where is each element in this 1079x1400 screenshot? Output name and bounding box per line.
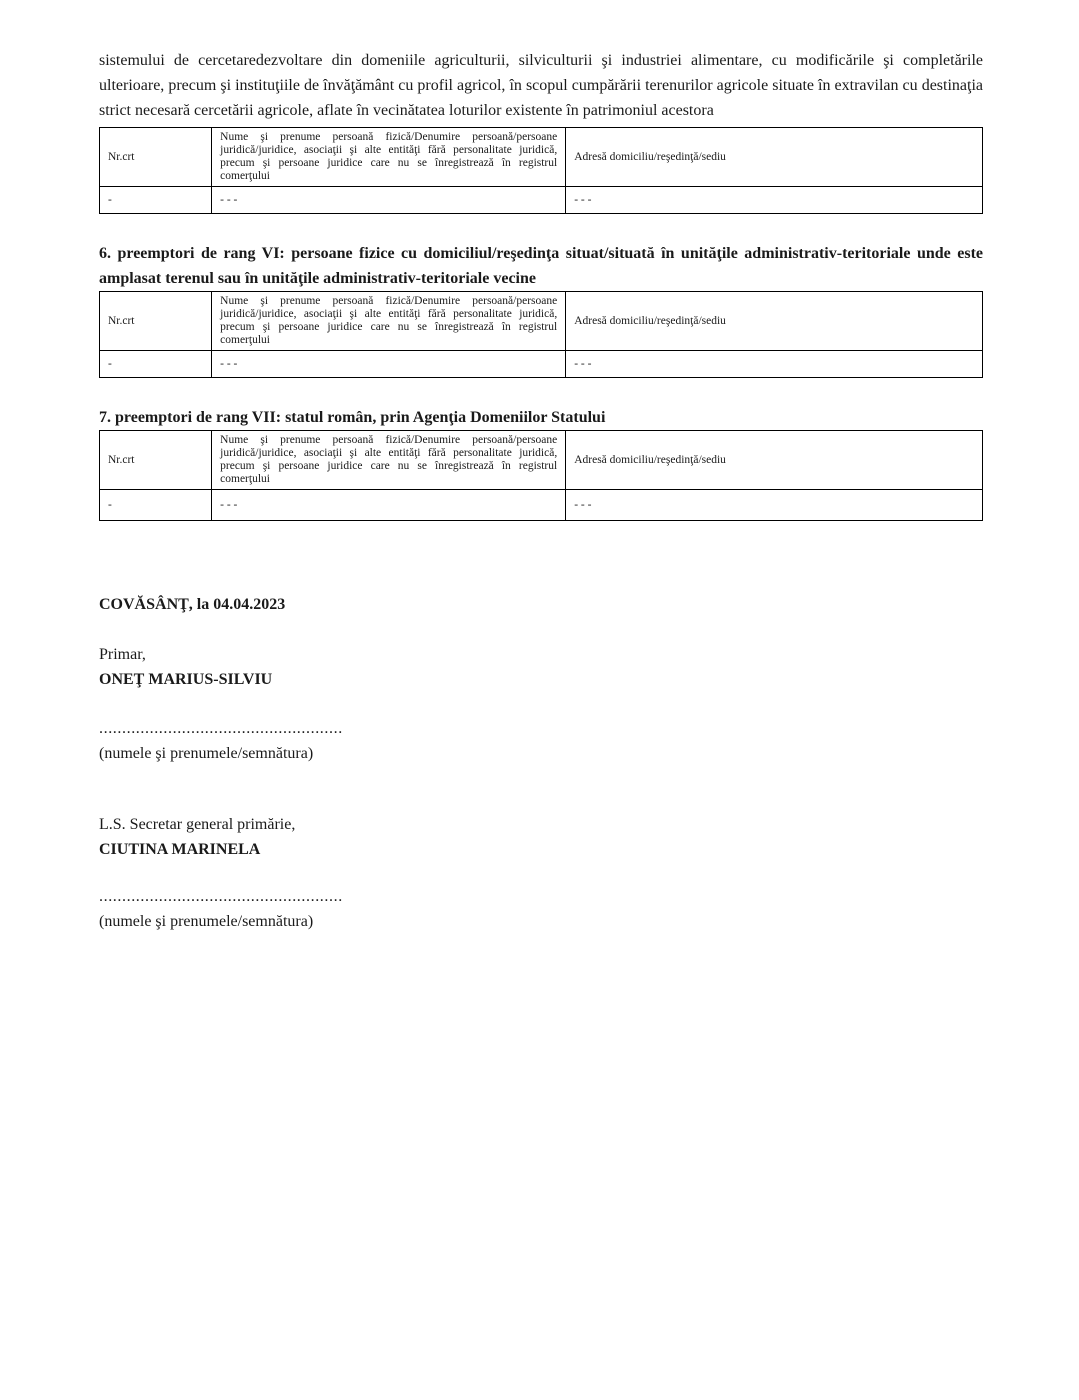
header-cell-adresa: Adresă domiciliu/reşedinţă/sediu <box>566 431 983 490</box>
secretary-signature-block <box>99 812 983 934</box>
page-content <box>99 48 983 934</box>
mayor-name: ONEŢ MARIUS-SILVIU <box>99 671 273 688</box>
section-6-heading: 6. preemptori de rang VI: persoane fizice cu domiciliul/reşedinţa situat/situată în unităţile administrativ-teritoriale unde este amplasat terenul sau în unităţile administrativ-teritoriale vecine <box>99 245 983 287</box>
secretary-role: L.S. Secretar general primărie, <box>99 816 296 833</box>
header-cell-nr-crt: Nr.crt <box>100 128 212 187</box>
table-row <box>100 490 983 521</box>
cell-adresa-value: - - - <box>566 351 983 378</box>
place-and-date: COVĂSÂNŢ, la 04.04.2023 <box>99 596 286 613</box>
header-cell-nume-prenume: Nume şi prenume persoană fizică/Denumire persoană/persoane juridică/juridice, asociaţii şi alte entităţi fără personalitate juridică, precum şi persoane juridice care nu se înregistrează în registrul comerţului <box>212 128 566 187</box>
cell-nr-value: - <box>100 490 212 521</box>
mayor-signature-line: ..................................................... <box>99 720 343 737</box>
mayor-signature-caption: (numele şi prenumele/semnătura) <box>99 745 314 762</box>
preemptor-table-rang-vi <box>99 291 983 378</box>
secretary-signature-line: ..................................................... <box>99 888 343 905</box>
table-row <box>100 351 983 378</box>
cell-nume-value: - - - <box>212 187 566 214</box>
preemptor-table-rang-vii <box>99 430 983 521</box>
cell-nr-value: - <box>100 351 212 378</box>
header-cell-adresa: Adresă domiciliu/reşedinţă/sediu <box>566 128 983 187</box>
table-header-row <box>100 292 983 351</box>
cell-adresa-value: - - - <box>566 490 983 521</box>
header-cell-nr-crt: Nr.crt <box>100 431 212 490</box>
header-cell-adresa: Adresă domiciliu/reşedinţă/sediu <box>566 292 983 351</box>
secretary-signature-caption: (numele şi prenumele/semnătura) <box>99 913 314 930</box>
table-header-row <box>100 431 983 490</box>
cell-nume-value: - - - <box>212 351 566 378</box>
mayor-role: Primar, <box>99 646 146 663</box>
table-header-row <box>100 128 983 187</box>
preemptor-table-rang-v <box>99 127 983 214</box>
table-row <box>100 187 983 214</box>
header-cell-nume-prenume: Nume şi prenume persoană fizică/Denumire persoană/persoane juridică/juridice, asociaţii şi alte entităţi fără personalitate juridică, precum şi persoane juridice care nu se înregistrează în registrul comerţului <box>212 431 566 490</box>
section-7-heading: 7. preemptori de rang VII: statul român, prin Agenţia Domeniilor Statului <box>99 409 606 426</box>
mayor-signature-block <box>99 642 983 766</box>
secretary-name: CIUTINA MARINELA <box>99 841 261 858</box>
intro-paragraph: sistemului de cercetaredezvoltare din domeniile agriculturii, silviculturii şi industriei alimentare, cu modificările şi completările ulterioare, precum şi instituţiile de învăţământ cu profil agricol, în scopul cumpărării terenurilor agricole situate în extravilan cu destinaţia strict necesară cercetării agricole, aflate în vecinătatea loturilor existente în patrimoniul acestora <box>99 52 983 119</box>
header-cell-nume-prenume: Nume şi prenume persoană fizică/Denumire persoană/persoane juridică/juridice, asociaţii şi alte entităţi fără personalitate juridică, precum şi persoane juridice care nu se înregistrează în registrul comerţului <box>212 292 566 351</box>
cell-nume-value: - - - <box>212 490 566 521</box>
header-cell-nr-crt: Nr.crt <box>100 292 212 351</box>
cell-nr-value: - <box>100 187 212 214</box>
cell-adresa-value: - - - <box>566 187 983 214</box>
